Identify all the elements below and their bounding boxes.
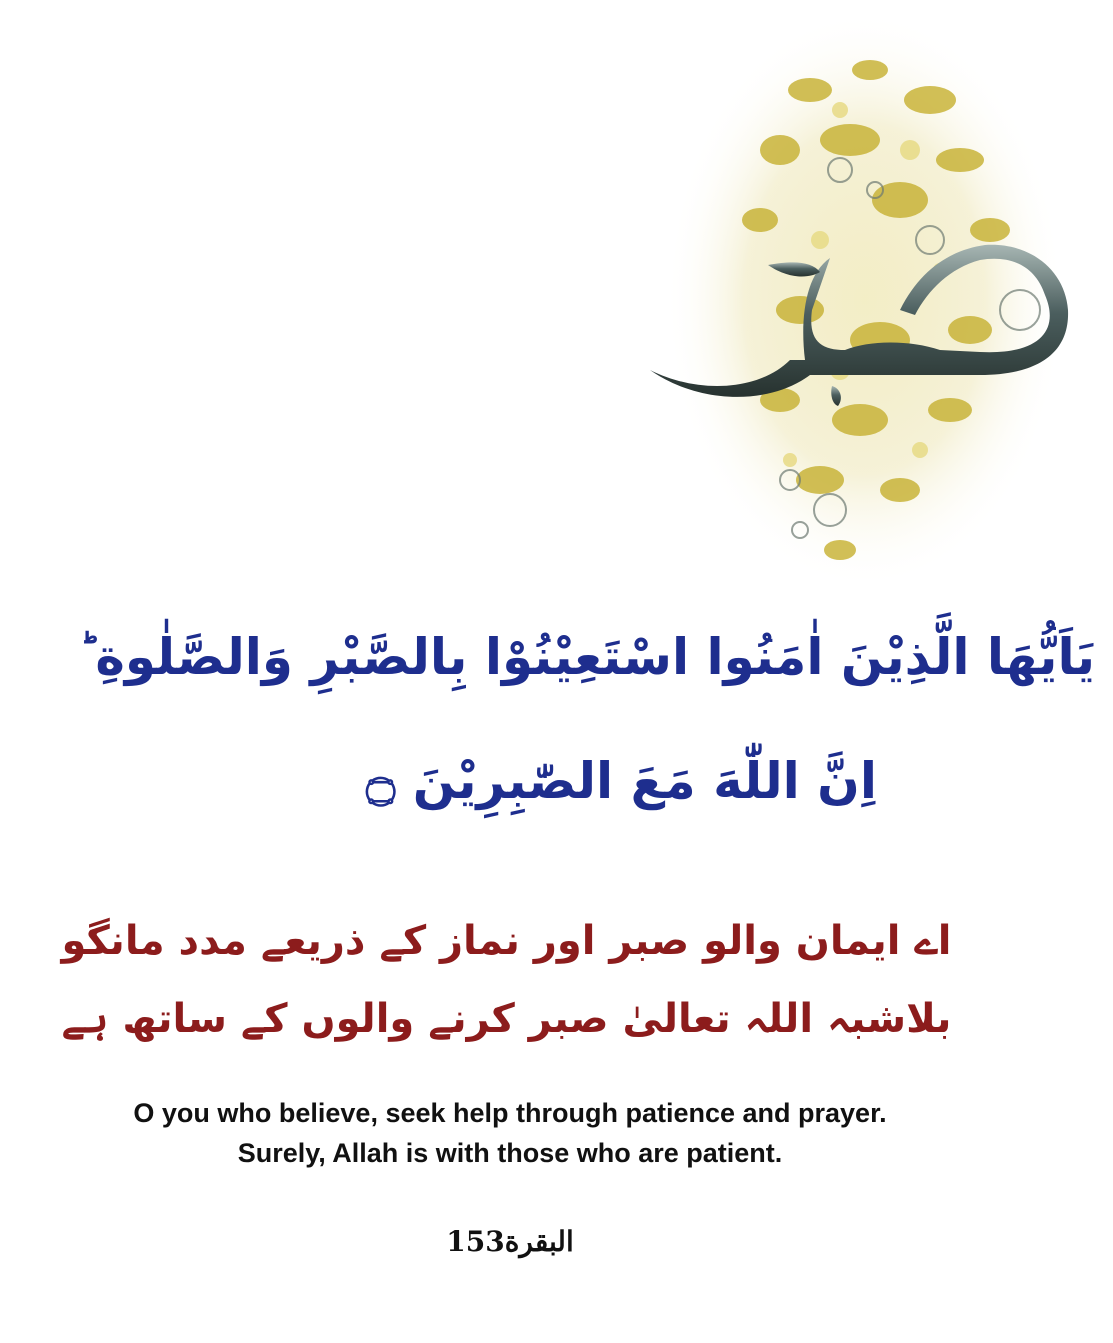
urdu-translation-line-1: اے ایمان والو صبر اور نماز کے ذریعے مدد مانگو [61,918,952,964]
verse-arabic-line-1: يَاَيُّهَا الَّذِيْنَ اٰمَنُوا اسْتَعِيْنُوْا بِالصَّبْرِ وَالصَّلٰوةِ ؕ [78,628,1095,686]
sabr-calligraphy-emblem [640,10,1080,600]
gold-glow [665,10,1065,590]
english-translation-line-1: O you who believe, seek help through patience and prayer. [133,1098,887,1128]
verse-arabic-line-2: اِنَّ اللّٰهَ مَعَ الصّٰبِرِيْنَ ۝ [366,752,877,810]
surah-reference: البقرة153 [446,1225,574,1258]
english-translation-line-2: Surely, Allah is with those who are patient. [237,1138,783,1168]
urdu-translation-line-2: بلاشبہ اللہ تعالیٰ صبر کرنے والوں کے ساتھ ہے [61,996,952,1042]
